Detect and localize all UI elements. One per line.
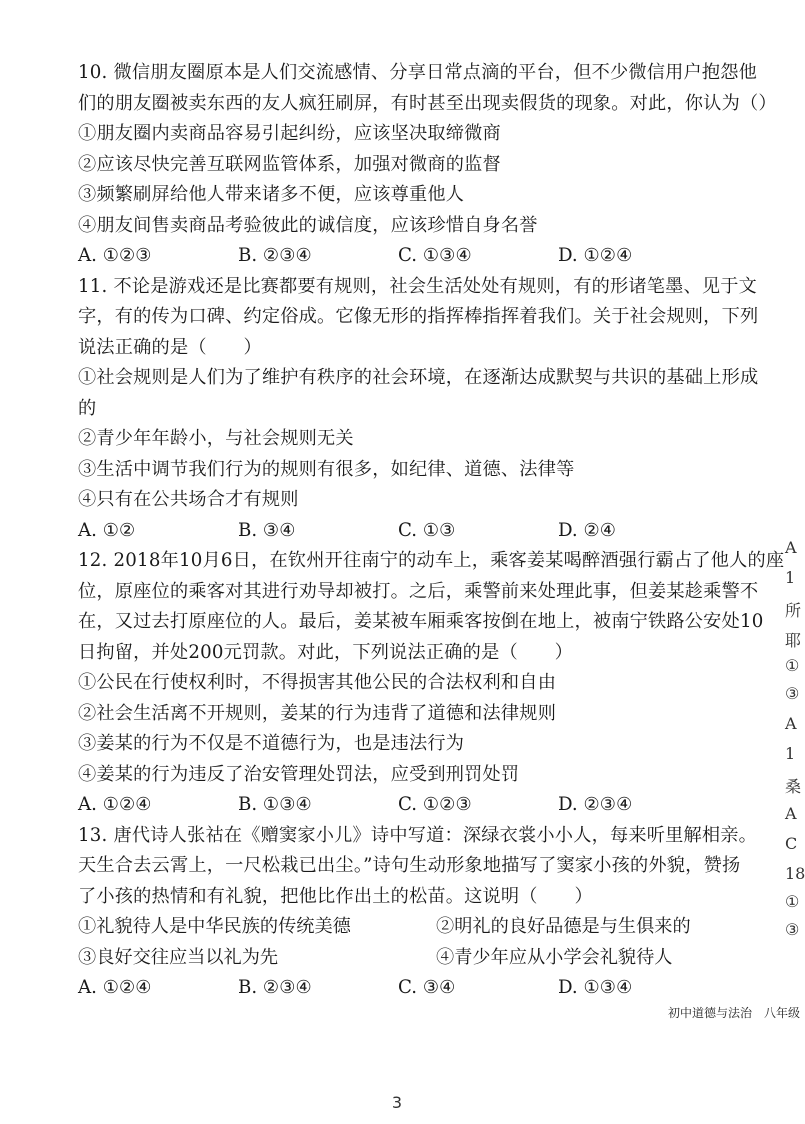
option-b: B. ②③④ (238, 977, 312, 998)
question-line: 了小孩的热情和有礼貌，把他比作出土的松苗。这说明（ ） (78, 885, 593, 907)
statement-pair (78, 943, 778, 974)
question-line: 12. 2018年10月6日，在钦州开往南宁的动车上，乘客姜某喝醉酒强行霸占了他人的座 (78, 550, 785, 571)
edge-fragment: ③ (785, 684, 800, 703)
statement-3: ③良好交往应当以礼为先 (78, 946, 279, 968)
question-line: 天生合去云霄上，一尺松栽已出尘。”诗句生动形象地描写了窦家小孩的外貌，赞扬 (78, 855, 741, 876)
question-line: 说法正确的是（ ） (78, 336, 262, 358)
option-a: A. ①②④ (78, 794, 152, 815)
statement-line: ②青少年年龄小，与社会规则无关 (78, 428, 354, 449)
answer-options (78, 973, 778, 1004)
question-line: 10. 微信朋友圈原本是人们交流感情、分享日常点滴的平台，但不少微信用户抱怨他 (78, 62, 758, 83)
edge-fragment: ① (785, 656, 800, 675)
option-c: C. ③④ (398, 977, 456, 998)
edge-fragment: A (785, 714, 797, 733)
option-d: D. ②④ (558, 519, 617, 541)
edge-fragment: 18 (785, 864, 805, 883)
edge-fragment: ① (785, 892, 800, 911)
statement-line: ④朋友间售卖商品考验彼此的诚信度，应该珍惜自身名誉 (78, 214, 538, 236)
option-c: C. ①③④ (398, 245, 472, 266)
statement-line: 的 (78, 397, 97, 419)
question-line: 位，原座位的乘客对其进行劝导却被打。之后，乘警前来处理此事，但姜某趁乘警不 (78, 580, 759, 602)
option-b: B. ①③④ (238, 794, 312, 815)
statement-line: ③姜某的行为不仅是不道德行为，也是违法行为 (78, 733, 465, 754)
option-c: C. ①③ (398, 519, 456, 541)
edge-fragment: ③ (785, 920, 800, 939)
statement-1: ①礼貌待人是中华民族的传统美德 (78, 916, 351, 937)
page-footer: 初中道德与法治 八年级 (668, 1006, 801, 1020)
question-line: 日拘留，并处200元罚款。对此，下列说法正确的是（ ） (78, 641, 574, 663)
option-a: A. ①② (78, 519, 136, 541)
option-a: A. ①②③ (78, 245, 152, 266)
statement-line: ②社会生活离不开规则，姜某的行为违背了道德和法律规则 (78, 702, 557, 724)
option-c: C. ①②③ (398, 794, 472, 815)
question-line: 们的朋友圈被卖东西的友人疯狂刷屏，有时甚至出现卖假货的现象。对此，你认为（） (78, 92, 777, 114)
option-a: A. ①②④ (78, 977, 152, 998)
statement-line: ④姜某的行为违反了治安管理处罚法，应受到刑罚处罚 (78, 763, 520, 785)
page-number: 3 (391, 1093, 403, 1112)
question-line: 11. 不论是游戏还是比赛都要有规则，社会生活处处有规则，有的形诸笔墨、见于文 (78, 275, 758, 297)
option-b: B. ③④ (238, 519, 296, 541)
statement-4: ④青少年应从小学会礼貌待人 (436, 946, 673, 968)
question-13 (78, 821, 778, 1004)
statement-line: ④只有在公共场合才有规则 (78, 489, 299, 510)
question-line: 在，又过去打原座位的人。最后，姜某被车厢乘客按倒在地上，被南宁铁路公安处10 (78, 611, 764, 632)
statement-line: ①社会规则是人们为了维护有秩序的社会环境，在逐渐达成默契与共识的基础上形成 (78, 367, 759, 388)
question-11 (78, 272, 778, 547)
question-line: 字，有的传为口碑、约定俗成。它像无形的指挥棒指挥着我们。关于社会规则，下列 (78, 306, 759, 327)
edge-fragment: 所 (785, 601, 802, 620)
edge-fragment: 耶 (785, 631, 802, 650)
option-d: D. ①③④ (558, 977, 633, 998)
question-line: 13. 唐代诗人张祜在《赠窦家小儿》诗中写道：深绿衣裳小小人，每来听里解相亲。 (78, 824, 758, 846)
answer-options (78, 241, 778, 272)
statement-2: ②明礼的良好品德是与生俱来的 (436, 916, 691, 937)
option-d: D. ②③④ (558, 794, 633, 815)
statement-line: ①朋友圈内卖商品容易引起纠纷，应该坚决取缔微商 (78, 123, 501, 144)
answer-options (78, 516, 778, 547)
edge-fragment: 桑 (785, 777, 802, 796)
edge-fragment: C (785, 834, 798, 853)
statement-line: ②应该尽快完善互联网监管体系，加强对微商的监督 (78, 153, 501, 175)
edge-fragment: 1 (785, 568, 796, 587)
question-area (78, 58, 785, 1004)
option-b: B. ②③④ (238, 245, 312, 266)
option-d: D. ①②④ (558, 245, 633, 266)
statement-line: ③生活中调节我们行为的规则有很多，如纪律、道德、法律等 (78, 458, 575, 480)
statement-line: ①公民在行使权利时，不得损害其他公民的合法权利和自由 (78, 672, 557, 693)
edge-fragment: A (785, 538, 797, 557)
statement-line: ③频繁刷屏给他人带来诸多不便，应该尊重他人 (78, 184, 465, 205)
question-10 (78, 58, 778, 272)
statement-pair (78, 912, 778, 943)
edge-fragment: A (785, 804, 797, 823)
answer-options (78, 790, 778, 821)
question-12 (78, 546, 785, 821)
edge-fragment: 1 (785, 744, 796, 763)
